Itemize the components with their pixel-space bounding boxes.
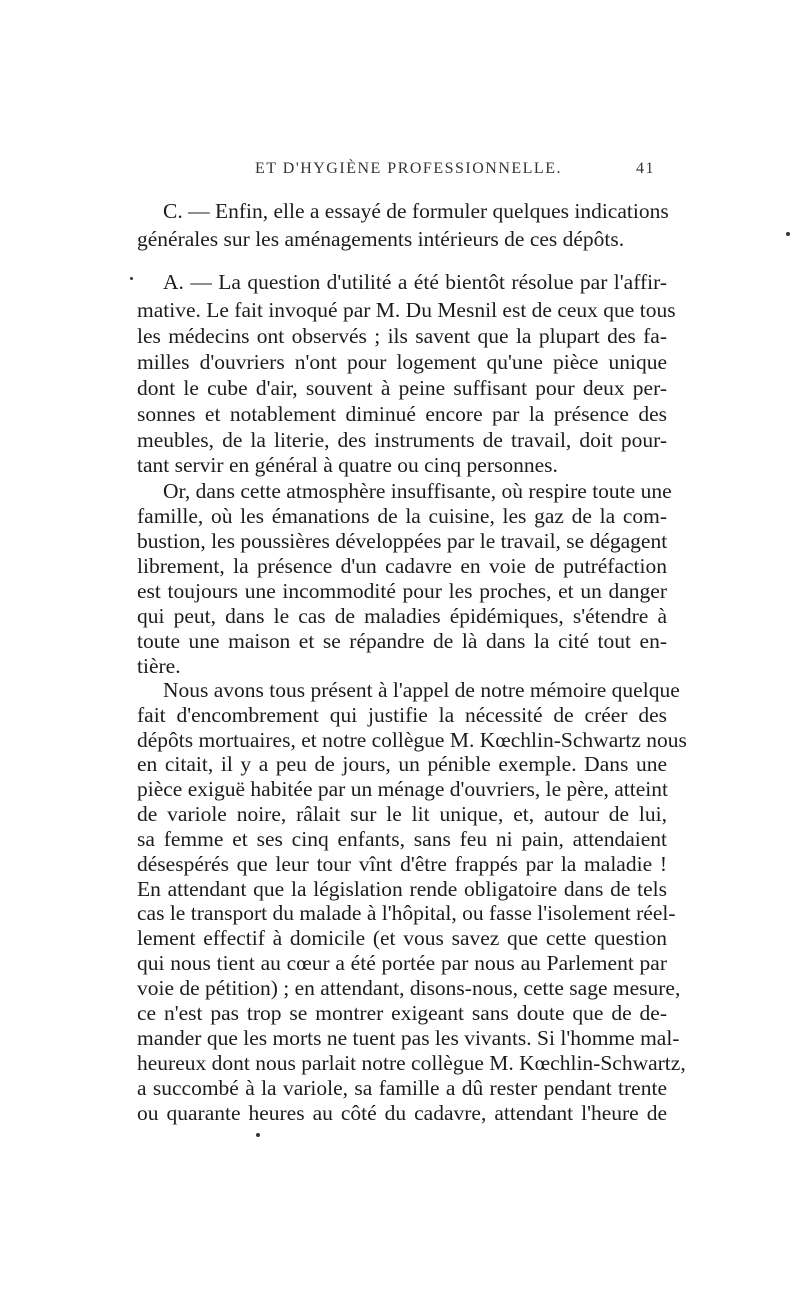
print-speck [786,232,790,236]
text-line: librement, la présence d'un cadavre en voie de putréfaction [137,554,667,578]
text-line: Nous avons tous présent à l'appel de notre mémoire quelque [163,678,680,702]
text-line: de variole noire, râlait sur le lit unique, et, autour de lui, [137,802,667,826]
text-line: dont le cube d'air, souvent à peine suffisant pour deux per- [137,376,667,400]
text-line: voie de pétition) ; en attendant, disons-nous, cette sage mesure, [137,976,681,1000]
text-line: ou quarante heures au côté du cadavre, attendant l'heure de [137,1101,667,1125]
print-speck [130,277,133,280]
text-line: fait d'encombrement qui justifie la nécessité de créer des [137,703,667,727]
text-line: bustion, les poussières développées par le travail, se dégagent [137,529,668,553]
text-line: a succombé à la variole, sa famille a dû rester pendant trente [137,1076,667,1100]
text-line: C. — Enfin, elle a essayé de formuler quelques indications [163,199,669,223]
text-line: tant servir en général à quatre ou cinq personnes. [137,453,558,477]
text-line: famille, où les émanations de la cuisine, les gaz de la com- [137,504,667,528]
text-line: les médecins ont observés ; ils savent que la plupart des fa- [137,324,667,348]
text-line: toute une maison et se répandre de là dans la cité tout en- [137,629,667,653]
page-header [137,160,655,186]
text-line: En attendant que la législation rende obligatoire dans de tels [137,877,667,901]
text-line: qui nous tient au cœur a été portée par nous au Parlement par [137,951,667,975]
text-line: tière. [137,654,181,678]
text-line: cas le transport du malade à l'hôpital, ou fasse l'isolement réel- [137,901,676,925]
text-line: qui peut, dans le cas de maladies épidémiques, s'étendre à [137,604,667,628]
text-line: pièce exiguë habitée par un ménage d'ouvriers, le père, atteint [137,777,668,801]
text-line: sa femme et ses cinq enfants, sans feu ni pain, attendaient [137,827,667,851]
text-line: mative. Le fait invoqué par M. Du Mesnil est de ceux que tous [137,298,676,322]
text-line: en citait, il y a peu de jours, un pénible exemple. Dans une [137,752,667,776]
text-line: heureux dont nous parlait notre collègue M. Kœchlin-Schwartz, [137,1051,686,1075]
running-title: ET D'HYGIÈNE PROFESSIONNELLE. [255,160,562,177]
text-line: générales sur les aménagements intérieurs de ces dépôts. [137,227,625,251]
text-line: sonnes et notablement diminué encore par la présence des [137,402,667,426]
print-speck [256,1133,260,1137]
text-line: milles d'ouvriers n'ont pour logement qu'une pièce unique [137,350,667,374]
text-line: meubles, de la literie, des instruments de travail, doit pour- [137,428,667,452]
text-line: Or, dans cette atmosphère insuffisante, où respire toute une [163,479,672,503]
text-line: lement effectif à domicile (et vous savez que cette question [137,926,667,950]
text-line: ce n'est pas trop se montrer exigeant sans doute que de de- [137,1001,667,1025]
text-line: est toujours une incommodité pour les proches, et un danger [137,579,667,603]
text-line: désespérés que leur tour vînt d'être frappés par la maladie ! [137,852,667,876]
text-line: dépôts mortuaires, et notre collègue M. Kœchlin-Schwartz nous [137,728,687,752]
text-line: mander que les morts ne tuent pas les vivants. Si l'homme mal- [137,1026,680,1050]
page-number: 41 [636,160,655,177]
text-line: A. — La question d'utilité a été bientôt résolue par l'affir- [163,270,667,294]
